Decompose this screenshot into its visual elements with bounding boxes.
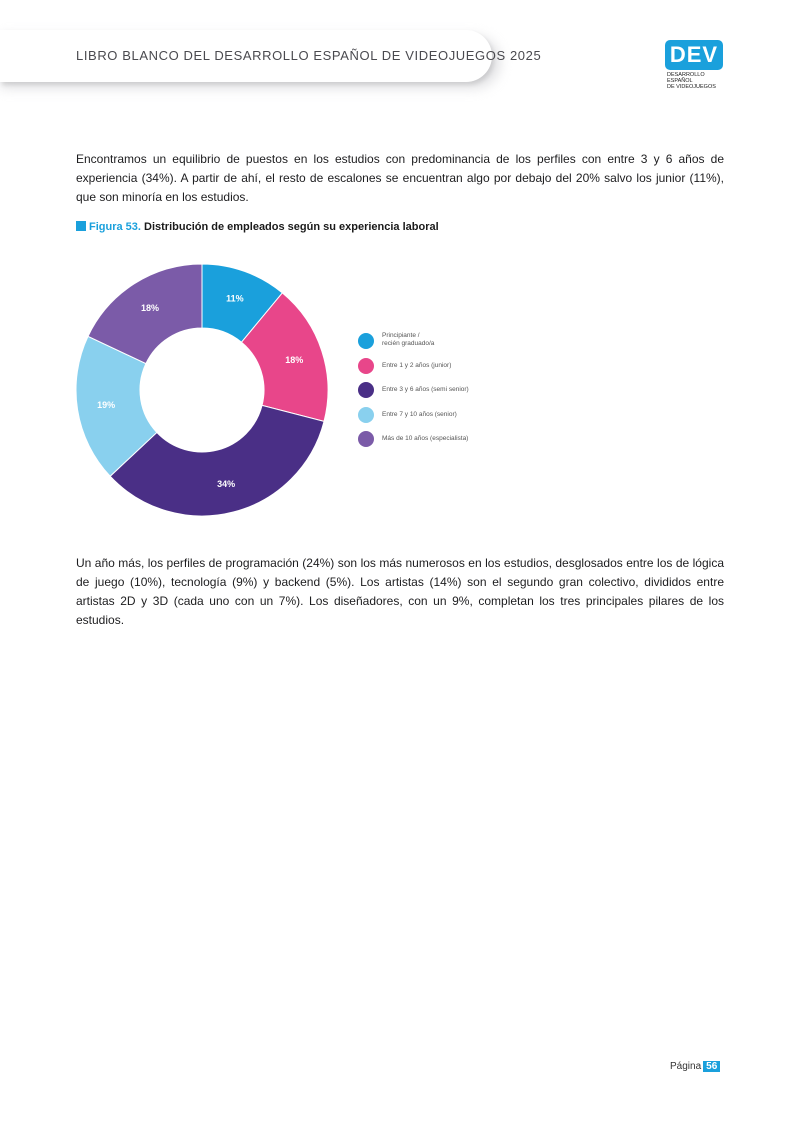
page-label: Página	[670, 1061, 702, 1072]
logo-subtitle	[665, 72, 725, 90]
donut-data-label-4: 19%	[97, 400, 116, 411]
legend-swatch-5	[358, 431, 374, 447]
second-paragraph: Un año más, los perfiles de programación (24%) son los más numerosos en los estudios, desglosados entre los de lógica de juego (10%), tecnología (9%) y backend (5%). Los artistas (14%) son el segundo gran colectivo, divididos entre artistas 2D y 3D (cada uno con un 7%). Los diseñadores, con un 9%, completan los tres principales pilares de los estudios.	[76, 556, 724, 627]
legend-swatch-1	[358, 333, 374, 349]
document-title: LIBRO BLANCO DEL DESARROLLO ESPAÑOL DE VIDEOJUEGOS 2025	[76, 48, 542, 63]
logo-subtitle-line1: DESARROLLO ESPAÑOL	[667, 72, 705, 84]
legend-label-4: Entre 7 y 10 años (senior)	[382, 410, 457, 418]
logo-subtitle-line2: DE VIDEOJUEGOS	[667, 84, 716, 90]
donut-data-label-3: 34%	[217, 478, 236, 489]
legend-item-5	[358, 430, 558, 455]
donut-chart	[70, 258, 340, 523]
legend-item-2	[358, 357, 558, 382]
legend-item-4	[358, 406, 558, 431]
legend-label-1: Principiante / recién graduado/a	[382, 332, 435, 347]
legend-label-2: Entre 1 y 2 años (junior)	[382, 361, 452, 369]
legend-label-5: Más de 10 años (especialista)	[382, 435, 469, 442]
figure-number: Figura 53.	[89, 221, 141, 233]
chart-legend	[358, 332, 558, 455]
legend-item-3	[358, 381, 558, 406]
donut-data-label-1: 11%	[226, 293, 244, 304]
figure-caption	[76, 221, 439, 233]
donut-data-label-2: 18%	[285, 355, 304, 366]
page-number	[670, 1061, 720, 1072]
intro-paragraph: Encontramos un equilibrio de puestos en los estudios con predominancia de los perfiles con entre 3 y 6 años de experiencia (34%). A partir de ahí, el resto de escalones se encuentran algo por debajo del 20% salvo los junior (11%), que son minoría en los estudios.	[76, 152, 724, 204]
caption-square-icon	[76, 221, 86, 231]
legend-item-1	[358, 332, 558, 357]
legend-swatch-3	[358, 382, 374, 398]
dev-logo	[665, 40, 725, 90]
figure-title: Distribución de empleados según su experiencia laboral	[144, 221, 439, 233]
logo-badge: DEV	[665, 40, 723, 70]
donut-data-label-5: 18%	[141, 303, 160, 314]
page-number-box: 56	[703, 1061, 720, 1072]
legend-swatch-2	[358, 358, 374, 374]
legend-swatch-4	[358, 407, 374, 423]
legend-label-3: Entre 3 y 6 años (semi senior)	[382, 386, 469, 393]
